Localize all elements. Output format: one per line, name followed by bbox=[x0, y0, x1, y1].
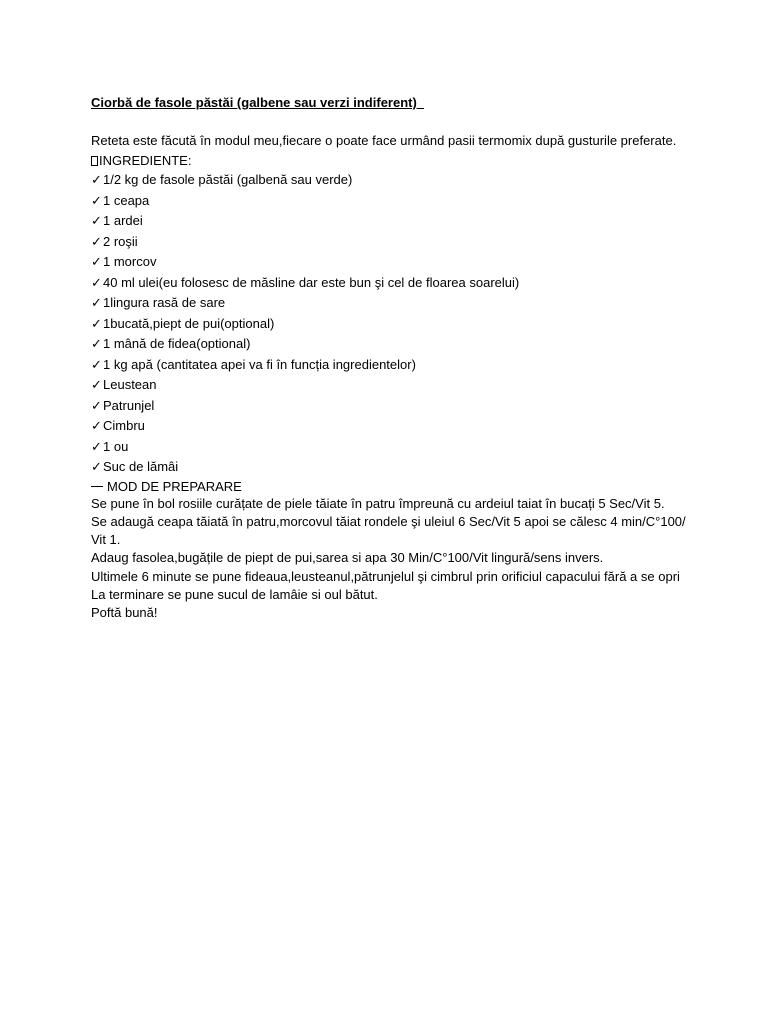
recipe-intro: Reteta este făcută în modul meu,fiecare o poate face urmând pasii termomix după gusturile preferate. bbox=[91, 132, 677, 148]
ingredient-text: 40 ml ulei(eu folosesc de măsline dar este bun şi cel de floarea soarelui) bbox=[103, 274, 520, 290]
checkmark-icon: ✓ bbox=[91, 459, 102, 474]
list-item bbox=[91, 252, 691, 273]
recipe-document bbox=[91, 93, 691, 623]
list-item bbox=[91, 232, 691, 253]
list-item bbox=[91, 437, 691, 458]
step-text: Se pune în bol rosiile curățate de piele tăiate în patru împreună cu ardeiul taiat în bucați 5 Sec/Vit 5. bbox=[91, 495, 665, 511]
method-steps bbox=[91, 495, 691, 623]
recipe-title: Ciorbă de fasole păstăi (galbene sau verzi indiferent) bbox=[91, 95, 425, 110]
checkmark-icon: ✓ bbox=[91, 356, 102, 372]
step-text: La terminare se pune sucul de lamâie si oul bătut. bbox=[91, 586, 378, 602]
list-item bbox=[91, 457, 691, 478]
list-item bbox=[91, 170, 691, 191]
ingredient-text: 1bucată,piept de pui(optional) bbox=[103, 315, 275, 331]
checkmark-icon: ✓ bbox=[91, 336, 102, 351]
list-item bbox=[91, 355, 691, 376]
ingredient-text: 1/2 kg de fasole păstăi (galbenă sau verde) bbox=[103, 172, 353, 187]
ingredients-list bbox=[91, 170, 691, 478]
checkmark-icon: ✓ bbox=[91, 418, 102, 433]
checkmark-icon: ✓ bbox=[91, 192, 102, 208]
ingredients-heading: INGREDIENTE: bbox=[99, 153, 192, 168]
ingredient-text: 1 kg apă (cantitatea apei va fi în funcția ingredientelor) bbox=[103, 356, 416, 372]
ingredient-text: 1 mână de fidea(optional) bbox=[103, 336, 251, 351]
list-item bbox=[91, 314, 691, 335]
checkmark-icon: ✓ bbox=[91, 233, 102, 249]
list-item bbox=[91, 273, 691, 294]
list-item bbox=[91, 396, 691, 417]
ingredient-text: Suc de lămâi bbox=[103, 459, 179, 474]
ingredient-text: Cimbru bbox=[103, 418, 145, 433]
list-item bbox=[91, 293, 691, 314]
checkmark-icon: ✓ bbox=[91, 274, 102, 290]
list-item bbox=[91, 191, 691, 212]
ingredient-text: 2 roşii bbox=[103, 233, 138, 249]
list-item bbox=[91, 375, 691, 396]
checkmark-icon: ✓ bbox=[91, 295, 102, 310]
step-text: Ultimele 6 minute se pune fideaua,leusteanul,pătrunjelul şi cimbrul prin orificiul capacului fără a se opri bbox=[91, 568, 680, 584]
checkmark-icon: ✓ bbox=[91, 315, 102, 331]
step-text: Adaug fasolea,bugățile de piept de pui,sarea si apa 30 Min/C°100/Vit lingură/sens invers. bbox=[91, 550, 604, 566]
dash-icon bbox=[91, 486, 103, 487]
list-item bbox=[91, 334, 691, 355]
ingredient-text: Leustean bbox=[103, 377, 157, 392]
ingredient-text: 1 ou bbox=[103, 438, 129, 454]
list-item bbox=[91, 211, 691, 232]
ingredient-text: 1 morcov bbox=[103, 254, 157, 269]
checkmark-icon: ✓ bbox=[91, 213, 102, 228]
closing-text: Poftă bună! bbox=[91, 605, 158, 621]
list-item bbox=[91, 416, 691, 437]
checkmark-icon: ✓ bbox=[91, 377, 102, 392]
ingredients-heading-row bbox=[91, 152, 691, 170]
checkmark-icon: ✓ bbox=[91, 397, 102, 413]
step-text: Se adaugă ceapa tăiată în patru,morcovul tăiat rondele şi uleiul 6 Sec/Vit 5 apoi se călesc 4 min/C°100/ Vit 1. bbox=[91, 513, 686, 548]
method-heading: MOD DE PREPARARE bbox=[107, 478, 242, 494]
ingredient-text: Patrunjel bbox=[103, 397, 155, 413]
checkmark-icon: ✓ bbox=[91, 438, 102, 454]
ingredient-text: 1lingura rasă de sare bbox=[103, 295, 226, 310]
checkmark-icon: ✓ bbox=[91, 172, 102, 187]
method-heading-row bbox=[91, 478, 691, 495]
ingredient-text: 1 ceapa bbox=[103, 192, 150, 208]
missing-glyph-box-icon bbox=[91, 156, 98, 166]
checkmark-icon: ✓ bbox=[91, 254, 102, 269]
ingredient-text: 1 ardei bbox=[103, 213, 143, 228]
